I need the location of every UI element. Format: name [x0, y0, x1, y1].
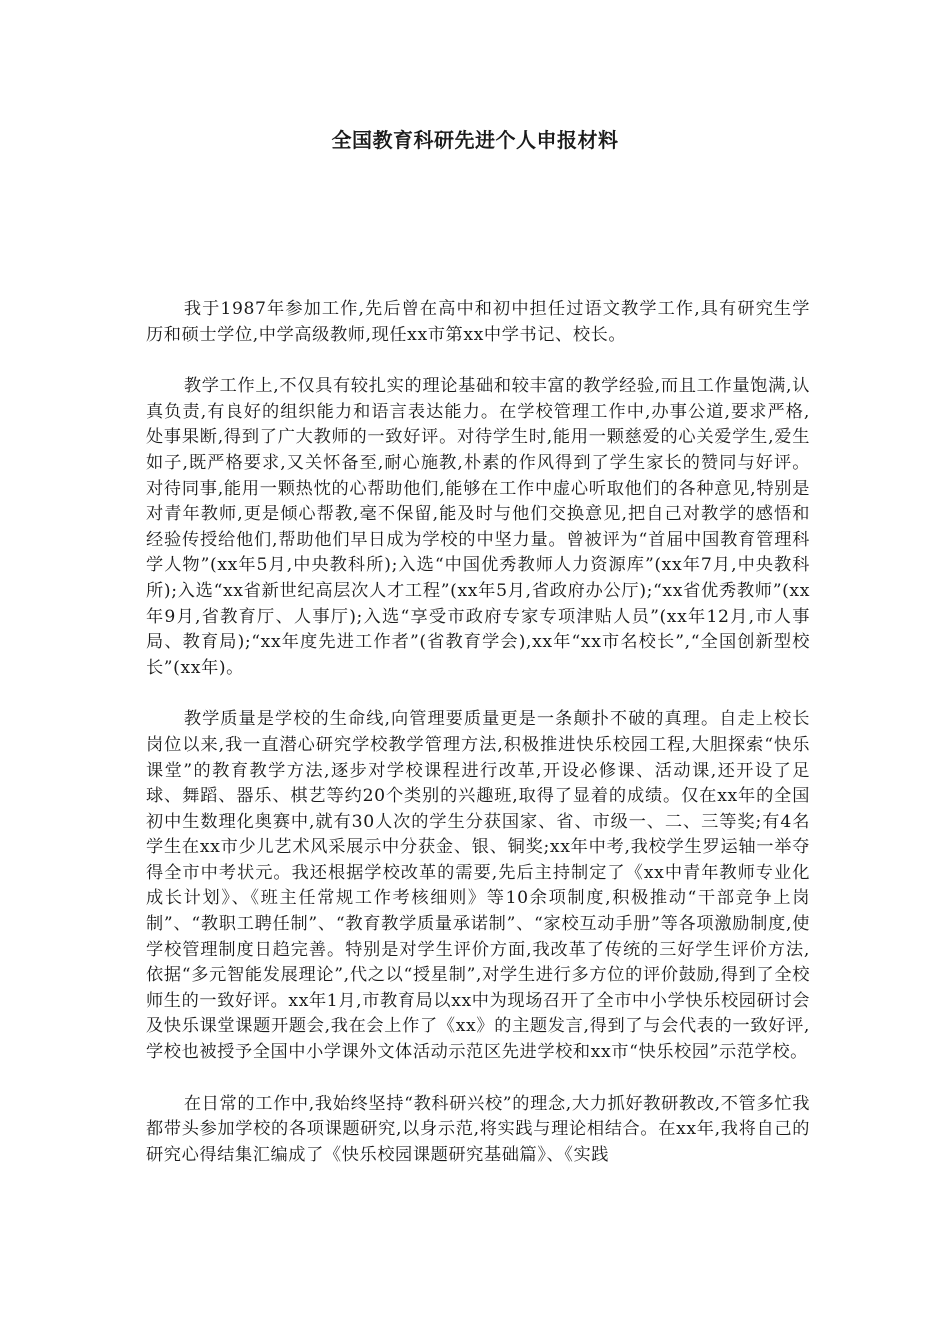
- paragraph-2: 教学工作上,不仅具有较扎实的理论基础和较丰富的教学经验,而且工作量饱满,认真负责,有良好的组织能力和语言表达能力。在学校管理工作中,办事公道,要求严格,处事果断,得到了广大教师的一致好评。对待学生时,能用一颗慈爱的心关爱学生,爱生如子,既严格要求,又关怀备至,耐心施教,朴素的作风得到了学生家长的赞同与好评。对待同事,能用一颗热忱的心帮助他们,能够在工作中虚心听取他们的各种意见,特别是对青年教师,更是倾心帮教,毫不保留,能及时与他们交换意见,把自己对教学的感悟和经验传授给他们,帮助他们早日成为学校的中坚力量。曾被评为“首届中国教育管理科学人物”(xx年5月,中央教科所);入选“中国优秀教师人力资源库”(xx年7月,中央教科所);入选“xx省新世纪高层次人才工程”(xx年5月,省政府办公厅);“xx省优秀教师”(xx年9月,省教育厅、人事厅);入选“享受市政府专家专项津贴人员”(xx年12月,市人事局、教育局);“xx年度先进工作者”(省教育学会),xx年“xx市名校长”,“全国创新型校长”(xx年)。: [146, 376, 810, 678]
- document-body: [146, 297, 810, 1194]
- paragraph-4: 在日常的工作中,我始终坚持“教科研兴校”的理念,大力抓好教研教改,不管多忙我都带头参加学校的各项课题研究,以身示范,将实践与理论相结合。在xx年,我将自己的研究心得结集汇编成了《快乐校园课题研究基础篇》、《实践: [146, 1093, 810, 1165]
- paragraph-1: 我于1987年参加工作,先后曾在高中和初中担任过语文教学工作,具有研究生学历和硕士学位,中学高级教师,现任xx市第xx中学书记、校长。: [146, 299, 810, 345]
- paragraph-3: 教学质量是学校的生命线,向管理要质量更是一条颠扑不破的真理。自走上校长岗位以来,我一直潜心研究学校教学管理方法,积极推进快乐校园工程,大胆探索“快乐课堂”的教育教学方法,逐步对学校课程进行改革,开设必修课、活动课,还开设了足球、舞蹈、器乐、棋艺等约20个类别的兴趣班,取得了显着的成绩。仅在xx年的全国初中生数理化奥赛中,就有30人次的学生分获国家、省、市级一、二、三等奖;有4名学生在xx市少儿艺术风采展示中分获金、银、铜奖;xx年中考,我校学生罗运轴一举夺得全市中考状元。我还根据学校改革的需要,先后主持制定了《xx中青年教师专业化成长计划》、《班主任常规工作考核细则》等10余项制度,积极推动“干部竞争上岗制”、“教职工聘任制”、“教育教学质量承诺制”、“家校互动手册”等各项激励制度,使学校管理制度日趋完善。特别是对学生评价方面,我改革了传统的三好学生评价方法,依据“多元智能发展理论”,代之以“授星制”,对学生进行多方位的评价鼓励,得到了全校师生的一致好评。xx年1月,市教育局以xx中为现场召开了全市中小学快乐校园研讨会及快乐课堂课题开题会,我在会上作了《xx》的主题发言,得到了与会代表的一致好评,学校也被授予全国中小学课外文体活动示范区先进学校和xx市“快乐校园”示范学校。: [146, 709, 810, 1063]
- document-title: 全国教育科研先进个人申报材料: [331, 128, 619, 152]
